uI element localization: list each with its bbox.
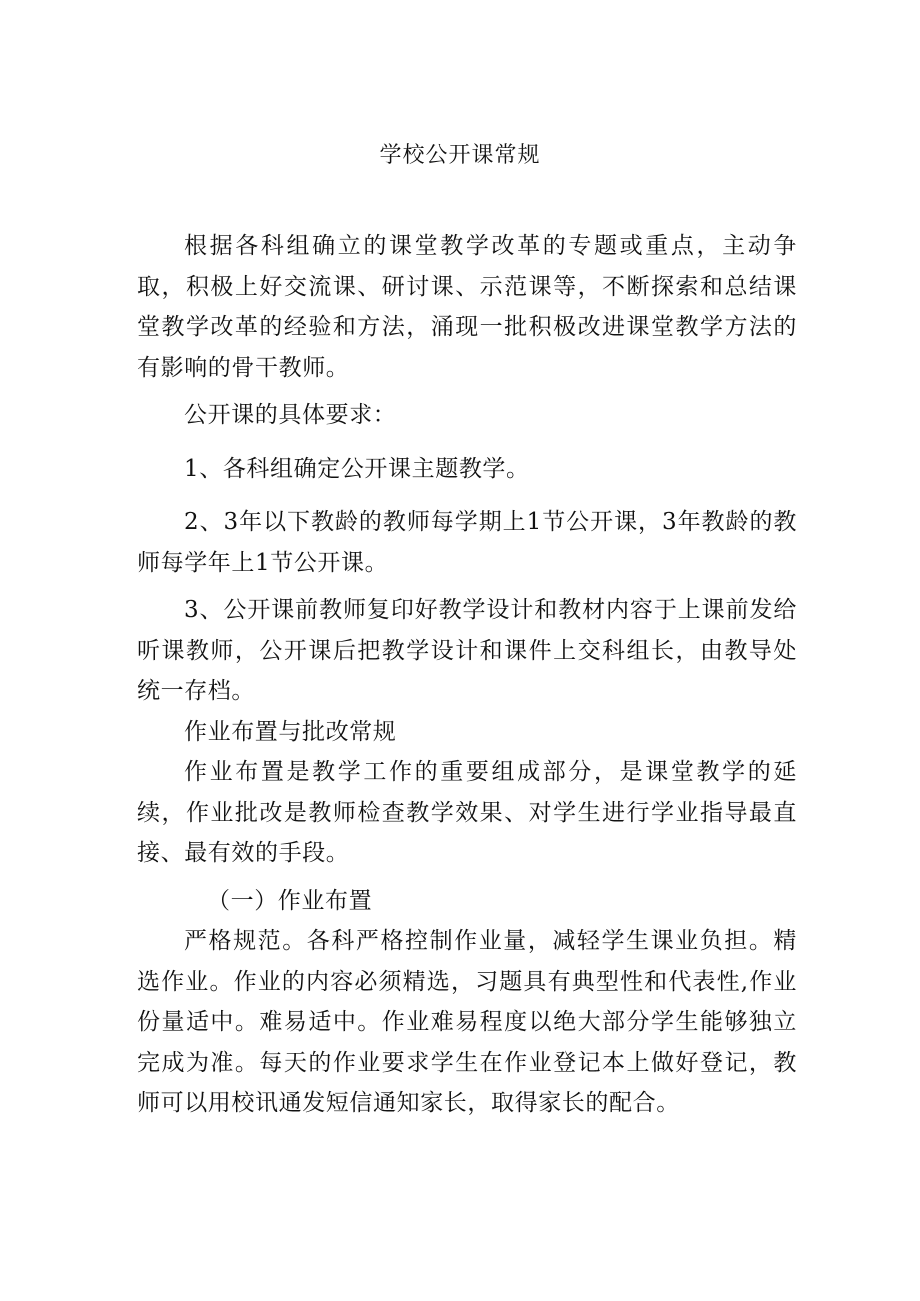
- paragraph-section-one-heading: （一）作业布置: [207, 887, 373, 914]
- paragraph-requirement-3: 3、公开课前教师复印好教学设计和教材内容于上课前发给听课教师，公开课后把教学设计和课件上交科组长，由教导处统一存档。: [137, 597, 797, 704]
- paragraph-homework-heading: 作业布置与批改常规: [184, 718, 397, 745]
- paragraph-homework-rules: 严格规范。各科严格控制作业量，减轻学生课业负担。精选作业。作业的内容必须精选，习题具有典型性和代表性,作业份量适中。难易适中。作业难易程度以绝大部分学生能够独立完成为准。每天的作业要求学生在作业登记本上做好登记，教师可以用校讯通发短信通知家长，取得家长的配合。: [137, 928, 797, 1116]
- paragraph-requirement-1: 1、各科组确定公开课主题教学。: [184, 455, 530, 482]
- document-title: 学校公开课常规: [379, 143, 541, 168]
- paragraph-requirement-2: 2、3年以下教龄的教师每学期上1节公开课，3年教龄的教师每学年上1节公开课。: [137, 509, 797, 576]
- document-body: [137, 226, 797, 1124]
- paragraph-homework-intro: 作业布置是教学工作的重要组成部分，是课堂教学的延续，作业批改是教师检查教学效果、对学生进行学业指导最直接、最有效的手段。: [137, 759, 797, 866]
- paragraph-requirements-heading: 公开课的具体要求：: [184, 402, 397, 428]
- paragraph-intro: 根据各科组确立的课堂教学改革的专题或重点，主动争取，积极上好交流课、研讨课、示范课等，不断探索和总结课堂教学改革的经验和方法，涌现一批积极改进课堂教学方法的有影响的骨干教师。: [137, 233, 797, 381]
